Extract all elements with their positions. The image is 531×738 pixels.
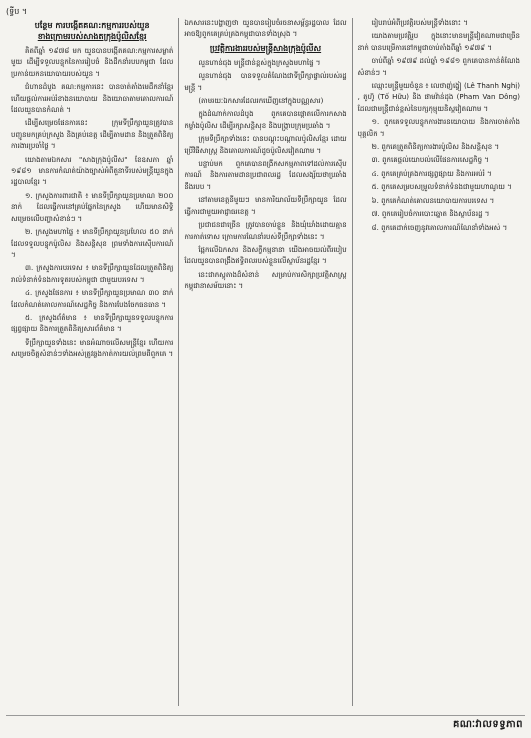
paragraph: ៣. ពួកគេផ្ដល់យោបល់លើផែនការសេដ្ឋកិច្ច ។ — [371, 156, 489, 165]
paragraph: ចាប់ពីឆ្នាំ ១៩៧៩ ដល់ឆ្នាំ ១៩៨១ ពួកគេបានកាន់តំណែងសំខាន់ៗ ។ — [357, 57, 520, 77]
paragraph: ៨. ពួកគេដាក់ចេញនូវគោលការណ៍ណែនាំទាំងអស់ ។ — [371, 223, 508, 232]
column-2 — [178, 18, 351, 706]
footer-brand: គណៈវាលទទ្ធភាព — [452, 719, 523, 730]
paragraph: ដើម្បីសម្រេចផែនការនេះ ក្រុមទីប្រឹក្សាយួនត្រូវបានបញ្ជូនមកគ្រប់ក្រសួង និងគ្រប់ខេត្ត ដើម្បីតាមដាន និងត្រួតពិនិត្យការងារប្រចាំថ្ងៃ ។ — [11, 119, 174, 151]
column-1-heading-line2: ខាងក្រោមរបស់សាងតក្រុងប៉ូលិសខ្មែរ — [37, 32, 147, 41]
paragraph: ៥. ក្រសួងព័ត៌មាន ៖ មានទីប្រឹក្សាយួនទទួលបន្ទុកការផ្សព្វផ្សាយ និងការត្រួតពិនិត្យសារព័ត៌មាន ។ — [11, 313, 174, 334]
paragraph: រៀបរាប់អំពីប្រវត្តិរបស់មន្ត្រីទាំងនោះ ។ — [371, 19, 468, 27]
paragraph: ៤. ក្រសួងផែនការ ៖ មានទីប្រឹក្សាយួនប្រមាណ ៣០ នាក់ ដែលកំណត់គោលការណ៍សេដ្ឋកិច្ច និងការបែងចែកធនធាន ។ — [11, 289, 174, 309]
paragraph: ប្រជាជនជាច្រើន ត្រូវបានចាប់ខ្លួន និងឃុំឃាំងដោយគ្មានការកាត់ទោស ក្រោមការណែនាំរបស់ទីប្រឹក្សាទាំងនេះ ។ — [184, 221, 347, 241]
column-3 — [352, 18, 525, 706]
paragraph: ៥. ពួកគេសម្របសម្រួលទំនាក់ទំនងជាមួយហាណូយ ។ — [371, 183, 512, 192]
paragraph: (តាមរយៈឯកសារដែលរកឃើញនៅក្នុងបណ្ណសារ) — [198, 97, 324, 106]
paragraph: ក្រុមទីប្រឹក្សាទាំងនេះ បានបណ្ដុះបណ្ដាលប៉ូលិសខ្មែរ ដោយប្រើវិធីសាស្ត្រ និងគោលការណ៍ដូចប៉ូលិសវៀតណាម ។ — [184, 135, 347, 155]
paragraph: ៤. ពួកគេគ្រប់គ្រងការផ្សព្វផ្សាយ និងការអប់រំ ។ — [371, 169, 492, 178]
paragraph: ៦. ពួកគេកំណត់គោលនយោបាយការបរទេស ។ — [371, 196, 495, 205]
paragraph: ១. ពួកគេទទួលបន្ទុកការងារនយោបាយ និងការចាត់តាំងបុគ្គលិក ។ — [357, 118, 520, 138]
paragraph: នៅតាមខេត្តនីមួយៗ មានការិយាល័យទីប្រឹក្សាយួន ដែលធ្វើការជាមួយអាជ្ញាធរខេត្ត ។ — [184, 196, 347, 216]
paragraph: យោងតាមឯកសារ "សាងក្រុងប៉ូលីស" ខែឧសភា ឆ្នាំ ១៩៨១ មានការកំណត់យ៉ាងច្បាស់អំពីតួនាទីរបស់មន្ត្រីយួនក្នុងរដ្ឋបាលខ្មែរ ។ — [11, 155, 174, 187]
paragraph: ឈ្មោះមន្ត្រីមួយចំនួន ៖ លេថាញ់ង្វៀ (Lê Thanh Nghị) , តូហ៊ូ (Tố Hữu) និង ផាមវ៉ាន់ដុង (Pham Van Dông) ដែលជាមន្ត្រីជាន់ខ្ពស់នៃបក្សកុម្មុយនិស្តវៀតណាម ។ — [357, 82, 520, 113]
paragraph: យោងតាមប្រវត្តិរូប ក្នុងនោះមានមន្ត្រីវៀតណាមជាច្រើននាក់ បានបម្រើការនៅកម្ពុជាចាប់តាំងពីឆ្នាំ ១៩៧៩ ។ — [357, 32, 520, 52]
paragraph: ក្នុងដំណាក់កាលដំបូង ពួកគេបានផ្ដោតលើការកសាងកម្លាំងប៉ូលិស ដើម្បីរក្សាសន្តិសុខ និងបង្ក្រាបក្រុមប្រឆាំង ។ — [184, 110, 347, 130]
paragraph: គិតពីឆ្នាំ ១៩៧៨ មក យួនបានបង្កើតគណ:កម្មការសម្ងាត់មួយ ដើម្បីទទួលបន្ទុកនៃការរៀបចំ និងដឹកនាំរបបកម្ពុជា ដែលប្រកាន់យកនយោបាយរបស់យួន ។ — [11, 47, 174, 78]
paragraph: លួនហាន់ជុង មន្ត្រីជាន់ខ្ពស់ក្នុងក្រសួងមហាផ្ទៃ ។ — [198, 58, 321, 67]
column-1 — [6, 18, 178, 706]
paragraph: ផ្អែកលើឯកសារ និងសក្ខីកម្មនានា យើងអាចយល់ពីរបៀបដែលយួនបានពង្រឹងឥទ្ធិពលរបស់ខ្លួនលើស្ថាប័នរដ្ឋខ្មែរ ។ — [184, 245, 347, 266]
column-1-heading-line1: បន្ថែម ការបង្កើតគណ:កម្មការរបស់យួន — [34, 21, 150, 30]
header-tag: (ទ្វីប ។ — [6, 7, 28, 16]
columns — [6, 18, 525, 706]
paragraph: លួនហាន់ជុង បានទទួលតំណែងជាទីប្រឹក្សាផ្ទាល់របស់រដ្ឋមន្ត្រី ។ — [184, 72, 347, 92]
paragraph: ៣. ក្រសួងការបរទេស ៖ មានទីប្រឹក្សាយួនដែលត្រួតពិនិត្យរាល់ទំនាក់ទំនងការទូតរបស់កម្ពុជា ជាមួយបរទេស ។ — [11, 264, 174, 284]
column-1-heading — [11, 20, 173, 42]
paragraph: ឯកសារនេះបង្ហាញថា យួនបានរៀបចំរចនាសម្ព័ន្ធរដ្ឋបាល ដែលអាចឱ្យពួកគេគ្រប់គ្រងកម្ពុជាបានទាំងស្រុង ។ — [184, 19, 347, 39]
paragraph: នេះជាភស្តុតាងដ៏សំខាន់ សម្រាប់ការសិក្សាប្រវត្តិសាស្ត្រកម្ពុជានាសម័យនោះ ។ — [184, 270, 347, 291]
column-2-heading — [184, 43, 346, 54]
paragraph: ជំហានដំបូង គណ:កម្មការនេះ បានចាត់តាំងមេដឹកនាំខ្មែរ ហើយផ្ដល់ការអប់រំខាងនយោបាយ និងយោធាតាមគោលការណ៍ដែលយួនបានកំណត់ ។ — [11, 83, 174, 115]
paragraph: ២. ក្រសួងមហាផ្ទៃ ៖ មានទីប្រឹក្សាយួនប្រហែល ៥០ នាក់ ដែលទទួលបន្ទុកប៉ូលិស និងសន្តិសុខ ព្រមទាំងការស៊ើបការណ៍ ។ — [11, 228, 174, 259]
paragraph: ទីប្រឹក្សាយួនទាំងនេះ មានអំណាចលើសមន្ត្រីខ្មែរ ហើយការសម្រេចចិត្តសំខាន់ៗទាំងអស់ត្រូវឆ្លងកាត់ការយល់ព្រមពីពួកគេ ។ — [11, 338, 174, 359]
column-2-heading-text: ប្រវត្តិការងាររបស់មន្ត្រីសាងក្រុងប៉ូលីស — [209, 43, 322, 53]
paragraph: ២. ពួកគេត្រួតពិនិត្យការងារប៉ូលិស និងសន្តិសុខ ។ — [371, 143, 500, 152]
paragraph: ១. ក្រសួងការពារជាតិ ៖ មានទីប្រឹក្សាយួនប្រមាណ ២០០ នាក់ ដែលធ្វើការនៅគ្រប់ផ្នែកនៃក្រសួង ហើយមានសិទ្ធិសម្រេចលើបញ្ហាសំខាន់ៗ ។ — [11, 191, 174, 223]
paragraph: បន្ទាប់មក ពួកគេបានពង្រីកសកម្មភាពទៅដល់ការស៊ើបការណ៍ និងការតាមដានប្រជាពលរដ្ឋ ដែលសង្ស័យថាប្រឆាំងនឹងរបប ។ — [184, 160, 347, 191]
paragraph: ៧. ពួកគេរៀបចំការបោះឆ្នោត និងស្ថាប័នរដ្ឋ ។ — [371, 210, 490, 219]
footer-divider — [6, 715, 525, 716]
